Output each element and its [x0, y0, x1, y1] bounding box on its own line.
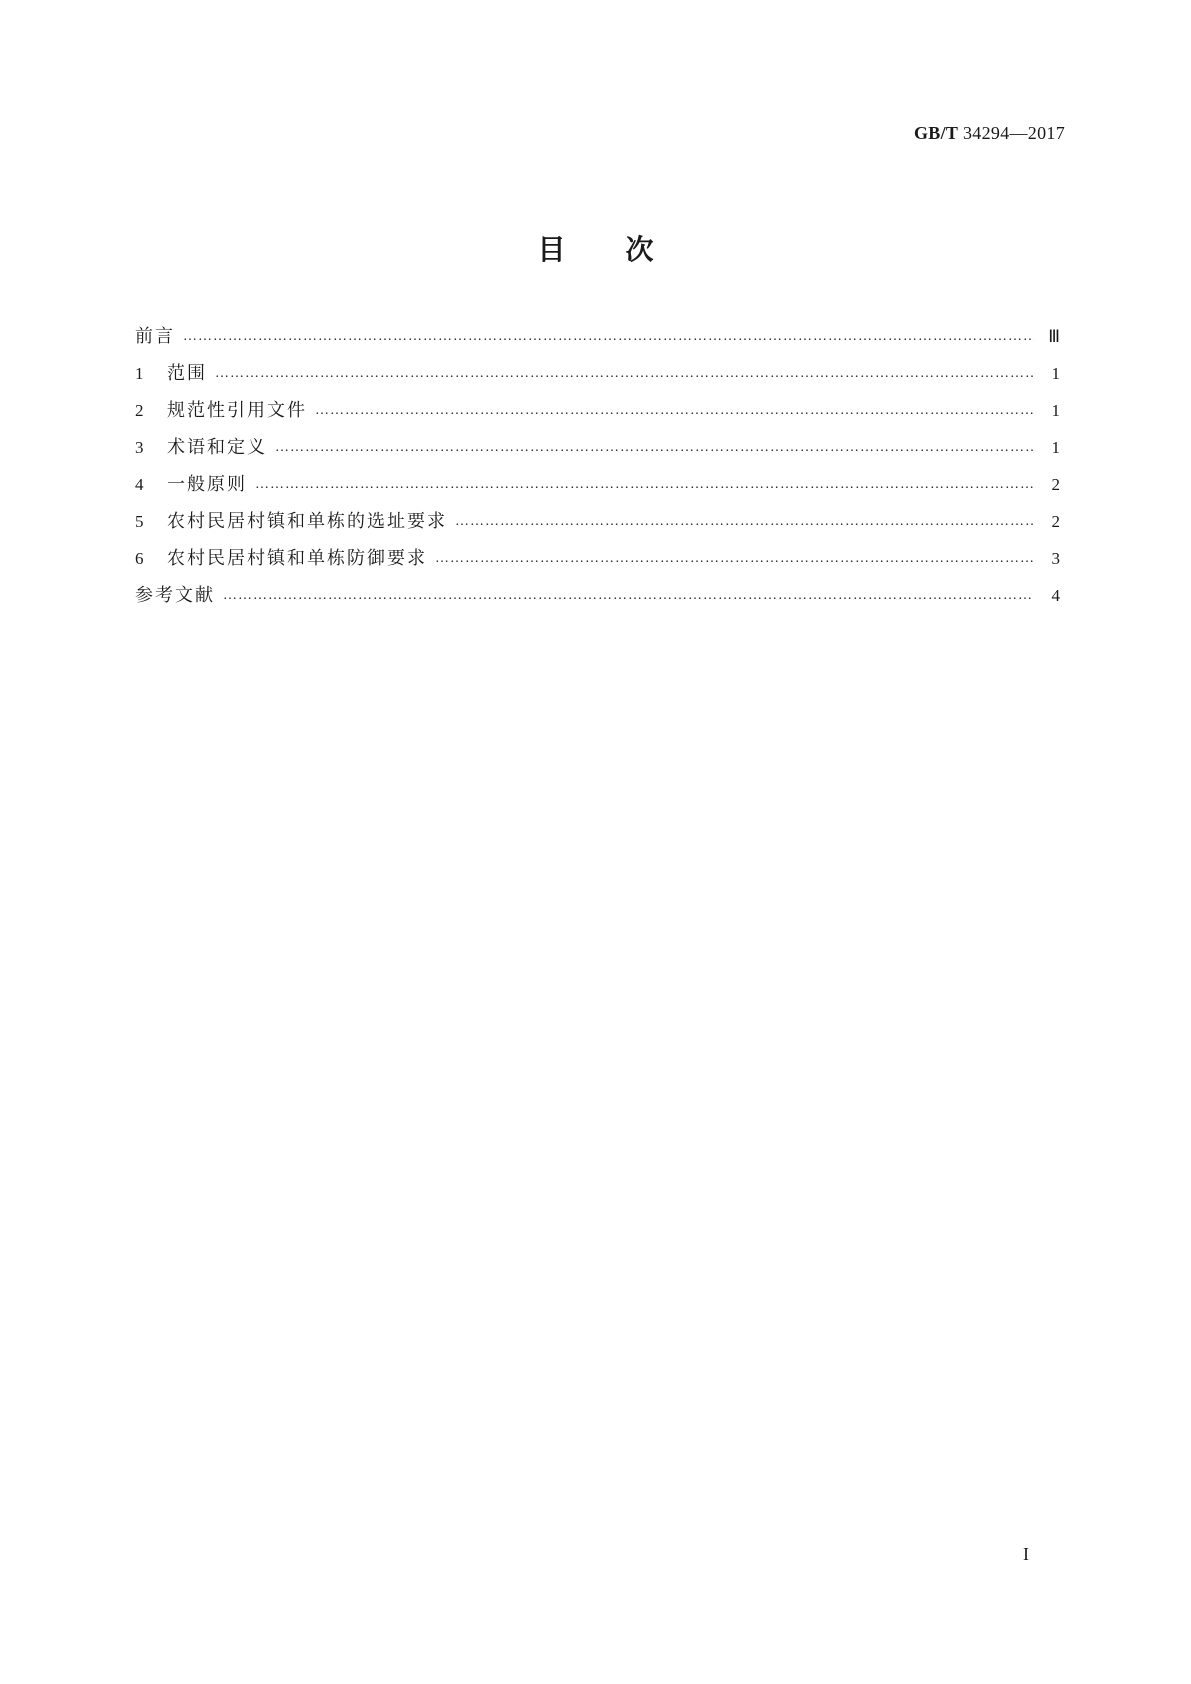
toc-entry-page: 1 — [1051, 364, 1060, 383]
toc-entry-foreword[interactable] — [135, 322, 1060, 359]
toc-leader-dots — [223, 588, 1034, 604]
toc-entry-page: 4 — [1051, 586, 1060, 605]
toc-leader-dots — [455, 514, 1034, 530]
toc-entry-label: 农村民居村镇和单栋防御要求 — [167, 548, 427, 569]
standard-number-header — [914, 123, 1065, 144]
toc-entry-label: 农村民居村镇和单栋的选址要求 — [167, 511, 447, 532]
toc-entry-label: 一般原则 — [167, 474, 247, 495]
toc-entry-number: 4 — [135, 475, 144, 494]
toc-entry-page: 1 — [1051, 438, 1060, 457]
toc-entry-label: 前言 — [135, 326, 175, 347]
toc-entry-number: 5 — [135, 512, 144, 531]
toc-entry-bibliography[interactable] — [135, 581, 1060, 618]
toc-entry-terms-definitions[interactable] — [135, 433, 1060, 470]
toc-entry-page: 3 — [1051, 549, 1060, 568]
toc-entry-label: 术语和定义 — [167, 437, 267, 458]
standard-number: 34294—2017 — [963, 123, 1065, 143]
toc-entry-number: 1 — [135, 364, 144, 383]
toc-leader-dots — [255, 477, 1034, 493]
toc-entry-number: 3 — [135, 438, 144, 457]
toc-leader-dots — [183, 329, 1034, 345]
table-of-contents — [135, 322, 1060, 618]
toc-entry-label: 范围 — [167, 363, 207, 384]
toc-leader-dots — [315, 403, 1034, 419]
toc-entry-normative-references[interactable] — [135, 396, 1060, 433]
toc-entry-label: 规范性引用文件 — [167, 400, 307, 421]
toc-entry-page: 2 — [1051, 475, 1060, 494]
toc-entry-site-selection[interactable] — [135, 507, 1060, 544]
toc-title: 目次 — [537, 233, 714, 266]
toc-entry-defense-requirements[interactable] — [135, 544, 1060, 581]
toc-entry-number: 2 — [135, 401, 144, 420]
toc-entry-page: Ⅲ — [1048, 327, 1060, 346]
toc-leader-dots — [215, 366, 1034, 382]
toc-entry-page: 2 — [1051, 512, 1060, 531]
toc-entry-general-principles[interactable] — [135, 470, 1060, 507]
standard-prefix: GB/T — [913, 123, 959, 143]
toc-entry-scope[interactable] — [135, 359, 1060, 396]
toc-leader-dots — [275, 440, 1034, 456]
page-number: I — [1023, 1544, 1029, 1564]
toc-entry-page: 1 — [1051, 401, 1060, 420]
toc-entry-number: 6 — [135, 549, 144, 568]
toc-entry-label: 参考文献 — [135, 585, 215, 606]
toc-leader-dots — [435, 551, 1034, 567]
